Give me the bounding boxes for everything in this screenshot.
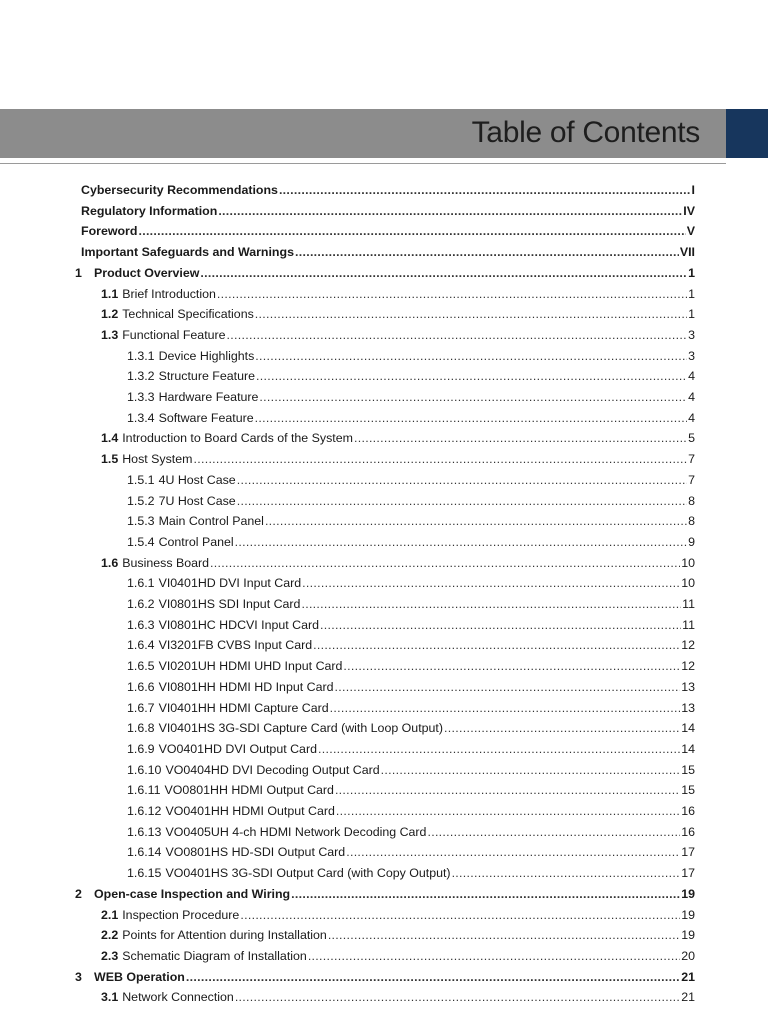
toc-entry[interactable] xyxy=(0,201,695,221)
toc-entry-number: 1.3.2 xyxy=(127,369,155,384)
toc-dot-leader xyxy=(218,201,682,221)
toc-entry-title: Points for Attention during Installation xyxy=(122,928,327,943)
toc-dot-leader xyxy=(335,780,680,800)
toc-entry-number: 1 xyxy=(75,265,82,280)
toc-entry-number: 2.1 xyxy=(101,907,119,922)
toc-entry-number: 1.6.7 xyxy=(127,700,155,715)
toc-entry[interactable] xyxy=(0,449,695,469)
toc-entry-number: 1.5.1 xyxy=(127,472,155,487)
toc-entry[interactable] xyxy=(0,491,695,511)
toc-entry[interactable] xyxy=(0,263,695,283)
toc-dot-leader xyxy=(334,677,680,697)
toc-entry-number: 1.6.10 xyxy=(127,762,162,777)
toc-entry-page-number: 15 xyxy=(681,762,695,777)
toc-entry[interactable] xyxy=(0,428,695,448)
toc-entry[interactable] xyxy=(0,677,695,697)
toc-dot-leader xyxy=(381,760,681,780)
toc-entry-title: Structure Feature xyxy=(158,369,255,384)
toc-entry-title: Functional Feature xyxy=(122,327,226,342)
toc-entry-number: 3.1 xyxy=(101,990,119,1005)
toc-entry-page-number: 19 xyxy=(681,886,695,901)
toc-entry[interactable] xyxy=(0,387,695,407)
toc-entry-number: 1.6.3 xyxy=(127,617,155,632)
toc-entry-number: 1.6.14 xyxy=(127,845,162,860)
toc-entry[interactable] xyxy=(0,532,695,552)
toc-entry[interactable] xyxy=(0,366,695,386)
toc-entry-page-number: 1 xyxy=(688,307,695,322)
toc-entry-title: Technical Specifications xyxy=(122,307,254,322)
toc-entry-title: VO0401HD DVI Output Card xyxy=(158,741,317,756)
toc-dot-leader xyxy=(318,739,680,759)
toc-entry-page-number: 19 xyxy=(681,928,695,943)
toc-entry-title: Inspection Procedure xyxy=(122,907,240,922)
toc-entry-page-number: 3 xyxy=(688,327,695,342)
toc-dot-leader xyxy=(240,905,680,925)
toc-entry-number: 1.2 xyxy=(101,307,119,322)
toc-entry-title: Network Connection xyxy=(122,990,234,1005)
toc-entry-title: VO0401HS 3G-SDI Output Card (with Copy Output) xyxy=(165,866,451,881)
toc-entry[interactable] xyxy=(0,987,695,1007)
toc-entry-title: Foreword xyxy=(81,224,138,239)
toc-dot-leader xyxy=(346,842,680,862)
toc-entry-number: 2.3 xyxy=(101,948,119,963)
toc-entry-title: VI0201UH HDMI UHD Input Card xyxy=(158,659,343,674)
toc-entry[interactable] xyxy=(0,780,695,800)
toc-entry-title: Software Feature xyxy=(158,410,254,425)
toc-dot-leader xyxy=(330,698,681,718)
toc-entry[interactable] xyxy=(0,822,695,842)
toc-dot-leader xyxy=(354,428,687,448)
toc-entry-page-number: 17 xyxy=(681,845,695,860)
toc-entry-number: 2.2 xyxy=(101,928,119,943)
toc-dot-leader xyxy=(328,925,680,945)
toc-entry-page-number: 20 xyxy=(681,948,695,963)
toc-entry-title: VO0801HS HD-SDI Output Card xyxy=(165,845,346,860)
toc-entry[interactable] xyxy=(0,698,695,718)
toc-entry-number: 1.3.3 xyxy=(127,390,155,404)
toc-entry-number: 1.6.9 xyxy=(127,741,155,756)
toc-entry-title: Open-case Inspection and Wiring xyxy=(94,886,291,901)
toc-dot-leader xyxy=(237,491,687,511)
toc-dot-leader xyxy=(301,594,681,614)
toc-entry-page-number: 11 xyxy=(682,597,695,611)
toc-entry[interactable] xyxy=(0,408,695,428)
toc-entry-number: 1.5.4 xyxy=(127,534,155,549)
toc-entry-page-number: 10 xyxy=(681,555,695,570)
toc-entry-title: VO0801HH HDMI Output Card xyxy=(164,783,334,798)
toc-dot-leader xyxy=(138,221,685,241)
toc-entry-title: 4U Host Case xyxy=(158,472,236,487)
toc-entry-number: 1.6.5 xyxy=(127,659,155,674)
toc-entry[interactable] xyxy=(0,739,695,759)
toc-entry[interactable] xyxy=(0,656,695,676)
toc-entry-page-number: 1 xyxy=(688,286,695,301)
toc-entry[interactable] xyxy=(0,221,695,241)
toc-entry-page-number: I xyxy=(691,183,695,197)
toc-entry-number: 1.6 xyxy=(101,555,119,570)
toc-dot-leader xyxy=(235,987,680,1007)
toc-entry-title: Regulatory Information xyxy=(81,203,218,218)
toc-entry-number: 1.3.1 xyxy=(127,348,155,363)
toc-dot-leader xyxy=(255,304,687,324)
toc-entry[interactable] xyxy=(0,573,695,593)
toc-entry-title: Control Panel xyxy=(158,534,234,549)
toc-dot-leader xyxy=(343,656,680,676)
toc-entry-number: 2 xyxy=(75,886,82,901)
toc-dot-leader xyxy=(265,511,687,531)
toc-dot-leader xyxy=(279,180,691,200)
toc-dot-leader xyxy=(217,284,687,304)
toc-entry-page-number: 16 xyxy=(681,824,695,839)
toc-dot-leader xyxy=(193,449,687,469)
toc-dot-leader xyxy=(255,346,687,366)
toc-entry-title: Business Board xyxy=(122,555,210,570)
toc-entry-title: VI3201FB CVBS Input Card xyxy=(158,638,313,653)
toc-entry-number: 1.6.2 xyxy=(127,597,155,611)
toc-entry-page-number: 15 xyxy=(681,783,695,798)
toc-entry-page-number: 21 xyxy=(681,969,695,984)
toc-entry-page-number: 8 xyxy=(688,514,695,529)
toc-entry-title: VI0801HS SDI Input Card xyxy=(158,597,301,611)
toc-entry-page-number: 10 xyxy=(681,576,695,591)
toc-entry-page-number: 13 xyxy=(681,700,695,715)
toc-entry-title: Hardware Feature xyxy=(158,390,259,404)
toc-entry-title: 7U Host Case xyxy=(158,493,236,508)
toc-entry-number: 1.6.15 xyxy=(127,866,162,881)
toc-entry-page-number: 11 xyxy=(682,617,695,632)
toc-dot-leader xyxy=(302,573,680,593)
toc-entry-title: WEB Operation xyxy=(94,969,185,984)
toc-entry[interactable] xyxy=(0,801,695,821)
toc-entry-title: Device Highlights xyxy=(158,348,255,363)
toc-entry-page-number: 1 xyxy=(688,265,695,280)
toc-entry-number: 1.3 xyxy=(101,327,119,342)
toc-entry-number: 1.6.11 xyxy=(127,783,161,798)
toc-entry[interactable] xyxy=(0,180,695,200)
toc-entry-title: Main Control Panel xyxy=(158,514,264,529)
toc-entry-title: VI0401HS 3G-SDI Capture Card (with Loop Output) xyxy=(158,721,443,736)
toc-entry-page-number: 4 xyxy=(688,390,695,404)
toc-entry-number: 1.3.4 xyxy=(127,410,155,425)
page-title: Table of Contents xyxy=(471,116,700,149)
toc-entry[interactable] xyxy=(0,863,695,883)
toc-entry[interactable] xyxy=(0,718,695,738)
toc-entry-page-number: 5 xyxy=(688,431,695,446)
toc-entry[interactable] xyxy=(0,325,695,345)
toc-entry-page-number: 13 xyxy=(681,679,695,694)
toc-entry-number: 1.5.2 xyxy=(127,493,155,508)
toc-dot-leader xyxy=(256,366,687,386)
toc-entry-number: 1.4 xyxy=(101,431,119,446)
toc-entry-title: VI0401HH HDMI Capture Card xyxy=(158,700,329,715)
toc-entry-number: 1.1 xyxy=(101,286,119,301)
toc-entry[interactable] xyxy=(0,905,695,925)
toc-dot-leader xyxy=(227,325,688,345)
toc-dot-leader xyxy=(255,408,687,428)
toc-entry-number: 1.6.4 xyxy=(127,638,155,653)
toc-entry[interactable] xyxy=(0,553,695,573)
toc-entry[interactable] xyxy=(0,760,695,780)
toc-entry-number: 1.6.6 xyxy=(127,679,155,694)
header-accent-block xyxy=(726,109,768,158)
toc-entry-title: Brief Introduction xyxy=(122,286,216,301)
toc-entry-page-number: 3 xyxy=(688,348,695,363)
toc-entry-page-number: 4 xyxy=(688,410,695,425)
toc-dot-leader xyxy=(452,863,681,883)
toc-entry-title: VI0401HD DVI Input Card xyxy=(158,576,302,591)
toc-entry[interactable] xyxy=(0,346,695,366)
toc-entry[interactable] xyxy=(0,884,695,904)
toc-entry[interactable] xyxy=(0,967,695,987)
toc-entry-title: VI0801HH HDMI HD Input Card xyxy=(158,679,334,694)
toc-dot-leader xyxy=(291,884,680,904)
toc-entry[interactable] xyxy=(0,284,695,304)
toc-dot-leader xyxy=(237,470,687,490)
toc-entry-number: 1.5.3 xyxy=(127,514,155,529)
toc-entry[interactable] xyxy=(0,470,695,490)
toc-dot-leader xyxy=(186,967,680,987)
toc-dot-leader xyxy=(336,801,680,821)
toc-entry[interactable] xyxy=(0,946,695,966)
toc-entry[interactable] xyxy=(0,615,695,635)
toc-entry-page-number: 16 xyxy=(681,804,695,818)
toc-entry-page-number: VII xyxy=(679,245,695,260)
toc-entry-number: 1.6.8 xyxy=(127,721,155,736)
toc-entry-number: 1.6.1 xyxy=(127,576,155,591)
toc-entry[interactable] xyxy=(0,242,695,262)
toc-dot-leader xyxy=(444,718,680,738)
toc-dot-leader xyxy=(235,532,687,552)
toc-entry-number: 1.6.12 xyxy=(127,804,162,818)
toc-entry[interactable] xyxy=(0,511,695,531)
toc-dot-leader xyxy=(320,615,681,635)
toc-entry-page-number: 7 xyxy=(688,452,695,467)
header-divider xyxy=(0,163,726,164)
toc-entry-page-number: 12 xyxy=(681,659,695,674)
toc-entry[interactable] xyxy=(0,842,695,862)
toc-entry-title: VO0404HD DVI Decoding Output Card xyxy=(165,762,380,777)
toc-entry-number: 1.5 xyxy=(101,452,119,467)
toc-entry-page-number: 17 xyxy=(681,866,695,881)
toc-dot-leader xyxy=(200,263,687,283)
toc-entry-title: Cybersecurity Recommendations xyxy=(81,183,278,197)
toc-entry[interactable] xyxy=(0,304,695,324)
toc-entry-page-number: 12 xyxy=(681,638,695,653)
toc-entry-page-number: 8 xyxy=(688,493,695,508)
toc-entry-number: 3 xyxy=(75,969,82,984)
toc-entry-title: Host System xyxy=(122,452,193,467)
toc-entry[interactable] xyxy=(0,635,695,655)
toc-entry-page-number: V xyxy=(686,224,695,239)
toc-entry-number: 1.6.13 xyxy=(127,824,162,839)
toc-entry-page-number: 14 xyxy=(681,741,695,756)
toc-entry-title: Schematic Diagram of Installation xyxy=(122,948,307,963)
toc-dot-leader xyxy=(308,946,680,966)
toc-entry-page-number: 4 xyxy=(688,369,695,384)
toc-entry[interactable] xyxy=(0,925,695,945)
toc-entry-title: Product Overview xyxy=(94,265,200,280)
toc-entry-page-number: 19 xyxy=(681,907,695,922)
toc-dot-leader xyxy=(259,387,687,407)
toc-entry-page-number: IV xyxy=(683,203,695,218)
toc-entry[interactable] xyxy=(0,594,695,614)
toc-entry-title: VO0405UH 4-ch HDMI Network Decoding Card xyxy=(165,824,427,839)
toc-entry-title: Important Safeguards and Warnings xyxy=(81,245,294,260)
toc-entry-page-number: 14 xyxy=(681,721,695,736)
toc-entry-page-number: 9 xyxy=(688,534,695,549)
toc-entry-title: VO0401HH HDMI Output Card xyxy=(165,804,335,818)
toc-dot-leader xyxy=(313,635,680,655)
toc-entry-title: Introduction to Board Cards of the System xyxy=(122,431,353,446)
toc-entry-title: VI0801HC HDCVI Input Card xyxy=(158,617,320,632)
toc-dot-leader xyxy=(427,822,680,842)
toc-dot-leader xyxy=(295,242,679,262)
toc-dot-leader xyxy=(210,553,680,573)
toc-entry-page-number: 7 xyxy=(688,472,695,487)
toc-entry-page-number: 21 xyxy=(681,990,695,1005)
